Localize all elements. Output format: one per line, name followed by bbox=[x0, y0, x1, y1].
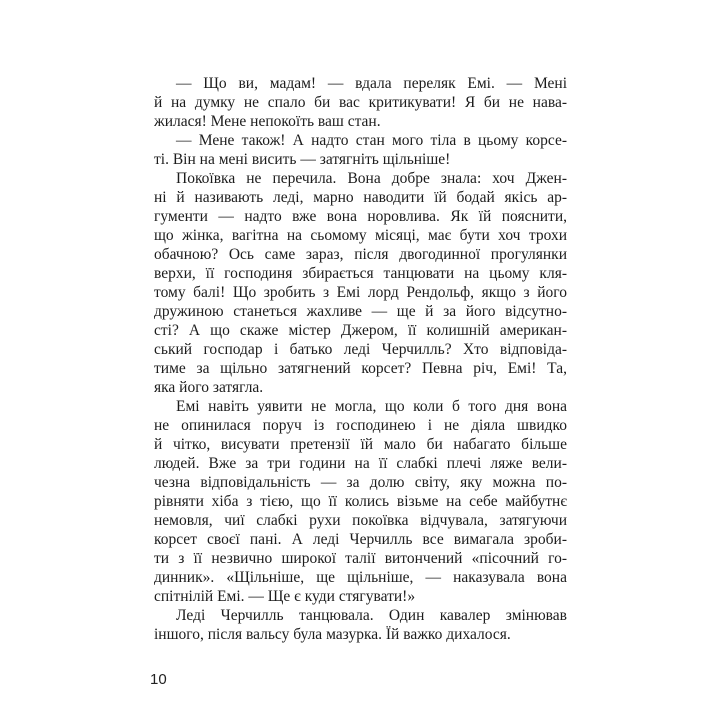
text-line: тиме за щільно затягнений корсет? Певна річ, Емі! Та, bbox=[154, 360, 567, 377]
text-line: Покоївка не перечила. Вона добре знала: хоч Джен- bbox=[176, 170, 567, 187]
text-line: гументи — надто вже вона норовлива. Як їй пояснити, bbox=[154, 208, 567, 225]
text-line: ті. Він на мені висить — затягніть щільніше! bbox=[154, 151, 451, 168]
page-number: 10 bbox=[150, 671, 167, 688]
text-line: й чітко, висувати претензії їй мало би набагато більше bbox=[154, 436, 567, 453]
text-line: чезна відповідальність — за долю світу, яку можна по- bbox=[154, 474, 567, 491]
text-line: — Що ви, мадам! — вдала переляк Емі. — Мені bbox=[176, 75, 567, 92]
text-line: дружиною станеться жахливе — ще й за його відсутно- bbox=[154, 303, 567, 320]
text-line: корсет своєї пані. А леді Черчилль все вимагала зроби- bbox=[154, 531, 567, 548]
text-line: не опинилася поруч із господинею і не діяла швидко bbox=[154, 417, 567, 434]
text-line: обачною? Ось саме зараз, після двогодинної прогулянки bbox=[154, 246, 567, 263]
text-line: й на думку не спало би вас критикувати! Я би не нава- bbox=[154, 94, 567, 111]
text-line: що жінка, вагітна на сьомому місяці, має бути хоч трохи bbox=[154, 227, 567, 244]
text-line: спітнілій Емі. — Ще є куди стягувати!» bbox=[154, 588, 416, 605]
text-line: людей. Вже за три години на її слабкі плечі ляже вели- bbox=[154, 455, 567, 472]
text-line: верхи, її господиня збирається танцювати на цьому кля- bbox=[154, 265, 567, 282]
text-line: немовля, чиї слабкі рухи покоївка відчувала, затягуючи bbox=[154, 512, 567, 529]
text-line: ні й називають леді, марно наводити їй бодай якісь ар- bbox=[154, 189, 567, 206]
text-line: яка його затягла. bbox=[154, 379, 264, 396]
text-line: жилася! Мене непокоїть ваш стан. bbox=[154, 113, 381, 130]
text-line: ти з її незвично широкої талії витончений «пісочний го- bbox=[154, 550, 567, 567]
text-line: сті? А що скаже містер Джером, її колишній американ- bbox=[154, 322, 567, 339]
text-line: динник». «Щільніше, ще щільніше, — наказувала вона bbox=[154, 569, 567, 586]
text-line: Емі навіть уявити не могла, що коли б того дня вона bbox=[176, 398, 567, 415]
text-line: ський господар і батько леді Черчилль? Хто відповіда- bbox=[154, 341, 567, 358]
text-line: Леді Черчилль танцювала. Один кавалер змінював bbox=[176, 607, 567, 624]
page-text bbox=[154, 74, 567, 644]
text-line: — Мене також! А надто стан мого тіла в цьому корсе- bbox=[176, 132, 567, 149]
text-line: тому балі! Що зробить з Емі лорд Рендольф, якщо з його bbox=[154, 284, 567, 301]
text-line: рівняти хіба з тією, що її колись візьме на себе майбутнє bbox=[154, 493, 567, 510]
text-line: іншого, після вальсу була мазурка. Їй важко дихалося. bbox=[154, 626, 511, 643]
